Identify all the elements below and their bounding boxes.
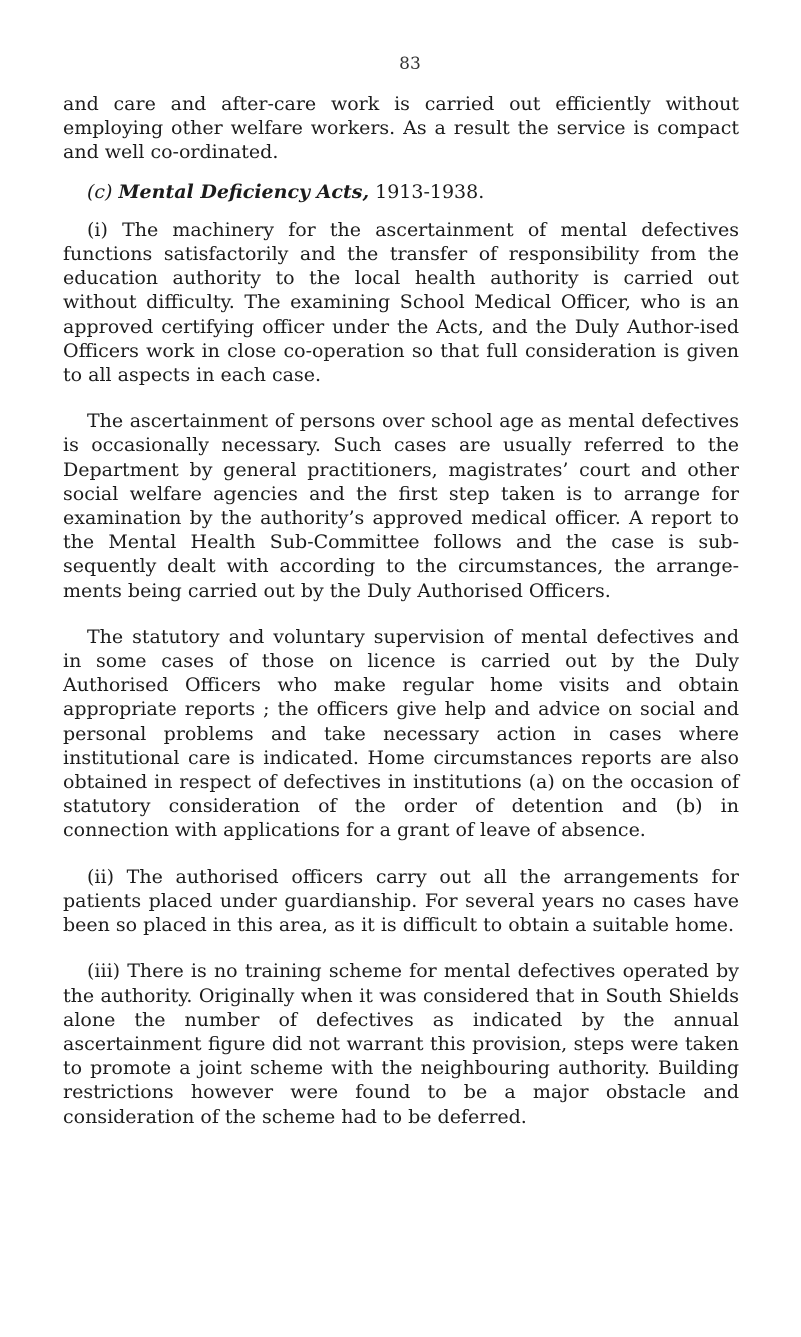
paragraph-guardianship: [63, 865, 739, 938]
page-number: 83: [399, 54, 421, 74]
section-heading-title: Mental Deficiency Acts,: [118, 180, 370, 203]
paragraph-machinery-text: (i) The machinery for the ascertainment of mental defectives functions satisfactorily and the transfer of responsibility from the education authority to the local health authority is carried out without difficulty. The examining School Medical Officer, who is an approved certifying officer under the Acts, and the Duly Author-ised Officers work in close co-operation so that full consideration is given to all aspects in each case.: [63, 218, 739, 387]
paragraph-training-scheme: [63, 959, 739, 1128]
document-page: [63, 54, 739, 1129]
section-heading: [63, 180, 739, 204]
paragraph-guardianship-text: (ii) The authorised officers carry out all the arrangements for patients placed under guardianship. For several years no cases have been so placed in this area, as it is difficult to obtain a suitable home.: [63, 865, 739, 937]
paragraph-over-school-age: [63, 409, 739, 603]
paragraph-supervision-text: The statutory and voluntary supervision of mental defectives and in some cases of those on licence is carried out by the Duly Authorised Officers who make regular home visits and obtain appropriate reports ; the officers give help and advice on social and personal problems and take necessary action in cases where institutional care is indicated. Home circumstances reports are also obtained in respect of defectives in institutions (a) on the occasion of statutory consideration of the order of detention and (b) in connection with applications for a grant of leave of absence.: [63, 625, 739, 842]
section-heading-label: (c): [87, 180, 113, 203]
paragraph-supervision: [63, 625, 739, 843]
paragraph-machinery: [63, 218, 739, 387]
section-heading-years: 1913-1938.: [375, 180, 485, 203]
paragraph-over-school-age-text: The ascertainment of persons over school age as mental defectives is occasionally necessary. Such cases are usually referred to the Department by general practitioners, magistrates’ court and other social welfare agencies and the first step taken is to arrange for examination by the authority’s approved medical officer. A report to the Mental Health Sub-Committee follows and the case is sub-sequently dealt with according to the circumstances, the arrange-ments being carried out by the Duly Authorised Officers.: [63, 410, 739, 602]
paragraph-intro-continuation: and care and after-care work is carried out efficiently without employing other welfare workers. As a result the service is compact and well co-ordinated.: [63, 93, 739, 164]
paragraph-training-scheme-text: (iii) There is no training scheme for mental defectives operated by the authority. Originally when it was considered that in South Shields alone the number of defectives as indicated by the annual ascertainment figure did not warrant this provision, steps were taken to promote a joint scheme with the neighbouring authority. Building restrictions however were found to be a major obstacle and consideration of the scheme had to be deferred.: [63, 960, 739, 1128]
